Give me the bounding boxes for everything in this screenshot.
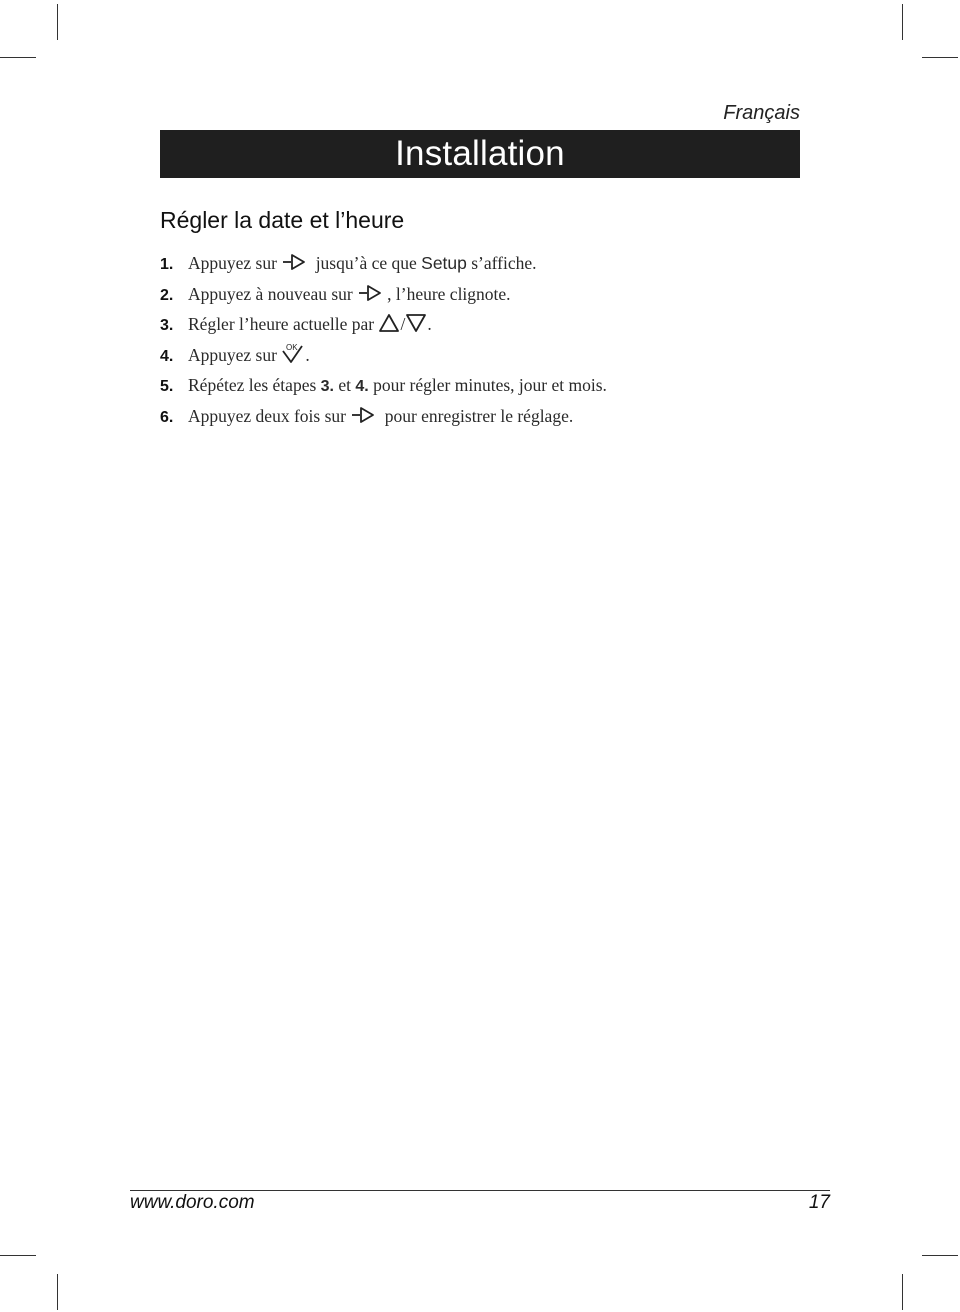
step-separator: / [400,314,406,334]
step-text: et [334,375,356,395]
step-text: Appuyez sur [188,344,282,365]
step-text: pour enregistrer le réglage. [380,405,574,426]
step-item [160,370,607,401]
svg-text:OK: OK [286,342,298,352]
crop-mark [922,1255,958,1256]
ok-check-icon [281,342,305,364]
step-number: 6. [160,408,174,426]
crop-mark [0,1255,36,1256]
crop-mark [902,4,903,40]
step-item [160,248,607,279]
footer-divider [130,1190,830,1191]
step-number: 5. [160,378,174,395]
step-text: . [305,344,310,365]
step-text: Appuyez deux fois sur [188,405,351,426]
step-number: 4. [160,347,174,365]
step-text: s’affiche. [466,253,537,273]
step-text: . [427,314,432,334]
step-number: 1. [160,256,174,273]
crop-mark [57,4,58,40]
crop-mark [57,1274,58,1310]
step-text: Régler l’heure actuelle par [188,314,379,334]
step-text: Appuyez sur [188,253,282,273]
page-number: 17 [808,1192,830,1213]
crop-mark [902,1274,903,1310]
step-text: Appuyez à nouveau sur [188,283,358,304]
step-reference: 4. [355,378,369,395]
step-text: jusqu’à ce que [311,253,422,273]
step-reference: 3. [320,378,334,395]
step-number: 2. [160,286,174,304]
step-item [160,340,607,371]
step-item [160,279,607,310]
crop-mark [922,57,958,58]
menu-arrow-icon [350,405,380,425]
step-number: 3. [160,317,174,334]
step-item [160,401,607,432]
section-banner [160,130,800,178]
language-label: Français [723,102,800,124]
menu-arrow-icon [281,252,311,272]
step-text: pour régler minutes, jour et mois. [368,375,607,395]
crop-mark [0,57,36,58]
step-item [160,309,607,340]
section-title: Régler la date et l’heure [160,207,405,233]
steps-list [160,248,607,431]
up-triangle-icon [378,313,400,333]
banner-title: Installation [395,134,565,173]
setup-keyword: Setup [421,253,467,273]
footer-url: www.doro.com [130,1192,255,1213]
menu-arrow-icon [357,283,387,303]
step-text: Répétez les étapes [188,375,321,395]
down-triangle-icon [405,313,427,333]
step-text: , l’heure clignote. [387,283,511,304]
